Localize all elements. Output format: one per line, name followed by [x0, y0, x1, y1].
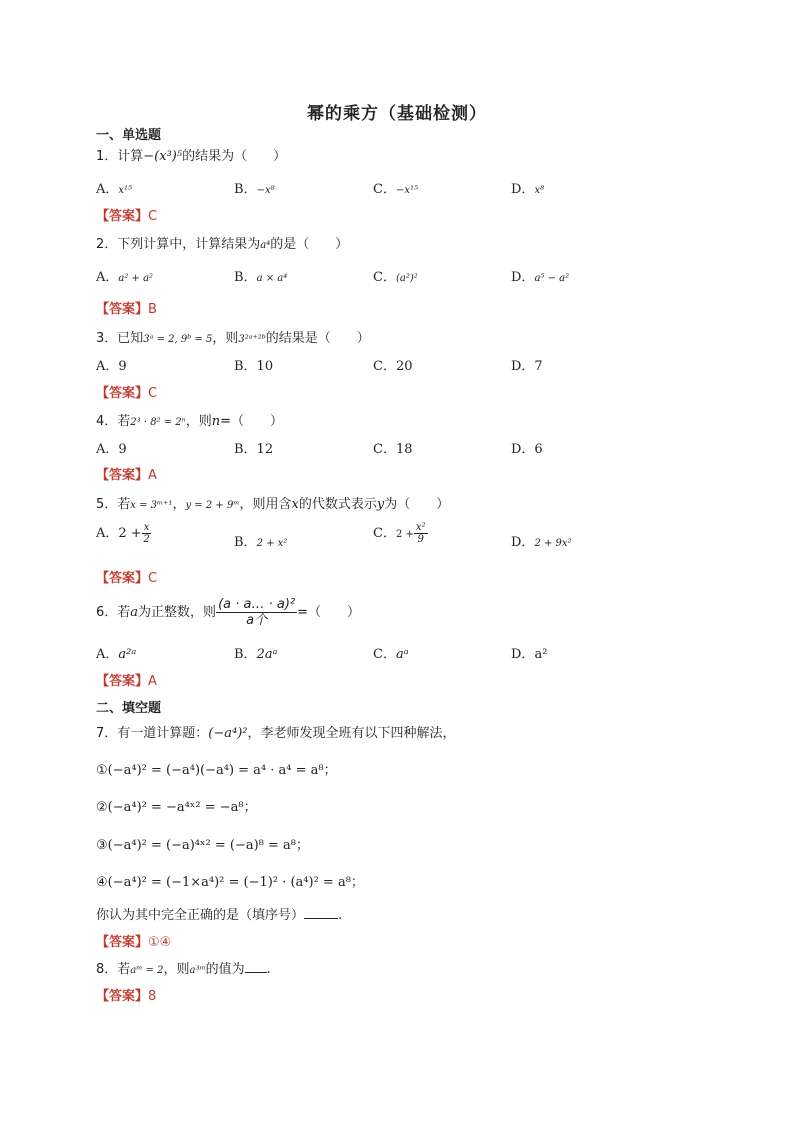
- q4-option-c: C．18: [373, 442, 413, 457]
- question-6: 6．若a为正整数，则 $\frac{\text{(a · a… · a)²}}{\text{a个}}$ =（ ）: [96, 597, 361, 628]
- q3-option-b: B．10: [234, 359, 274, 374]
- q2-option-b: B．a × a⁴: [234, 270, 288, 285]
- page-title: 幂的乘方（基础检测）: [307, 104, 487, 124]
- q5-answer: 【答案】C: [96, 571, 158, 586]
- question-2: 2．下列计算中，计算结果为a⁴的是（ ）: [96, 237, 349, 252]
- question-7: 7．有一道计算题：(−a⁴)²，李老师发现全班有以下四种解法，: [96, 726, 456, 741]
- q4-answer: 【答案】A: [96, 468, 157, 483]
- q7-ask: 你认为其中完全正确的是（填序号） .: [96, 908, 343, 923]
- q6-option-d: D．a²: [511, 647, 548, 662]
- q5-a-fraction: $\frac{x}{2}$: [143, 522, 150, 545]
- q2-option-a: A．a² + a²: [96, 270, 154, 285]
- question-8: 8．若aᵐ = 2，则a³ᵐ的值为 .: [96, 962, 271, 977]
- question-3: 3．已知3ᵃ = 2, 9ᵇ = 5，则3²ᵃ⁺²ᵇ的结果是（ ）: [96, 331, 370, 346]
- q1-option-b: B．−x⁸: [234, 182, 275, 197]
- q7-method-2: ②(−a⁴)² = −a⁴ˣ² = −a⁸；: [96, 800, 257, 815]
- q5-option-c: C．2 + $\frac{\text{x²}}{9}$: [373, 522, 426, 545]
- q8-answer-blank: [245, 972, 267, 973]
- q1-option-d: D．x⁸: [511, 182, 545, 197]
- q1-option-a: A．x¹⁵: [96, 182, 133, 197]
- q5-option-b: B．2 + x²: [234, 535, 288, 550]
- q8-answer: 【答案】8: [96, 989, 157, 1004]
- q3-option-a: A．9: [96, 359, 127, 374]
- q2-answer: 【答案】B: [96, 302, 157, 317]
- q5-option-d: D．2 + 9x²: [511, 535, 572, 550]
- q1-answer: 【答案】C: [96, 209, 158, 224]
- q1-expression: −(x³)⁵: [143, 149, 183, 164]
- section-heading-fill-blank: 二、填空题: [96, 701, 162, 716]
- q4-option-d: D．6: [511, 442, 543, 457]
- q3-answer: 【答案】C: [96, 386, 158, 401]
- q3-option-d: D．7: [511, 359, 543, 374]
- q4-option-b: B．12: [234, 442, 274, 457]
- q7-method-4: ④(−a⁴)² = (−1×a⁴)² = (−1)² · (a⁴)² = a⁸；: [96, 875, 364, 890]
- q7-answer-blank: [304, 918, 338, 919]
- q6-option-a: A．a²ᵃ: [96, 647, 137, 662]
- q7-method-1: ①(−a⁴)² = (−a⁴)(−a⁴) = a⁴ · a⁴ = a⁸；: [96, 763, 337, 778]
- q5-option-a: A．2 + $\frac{x}{2}$: [96, 522, 150, 545]
- question-5: 5．若x = 3ᵐ⁺¹，y = 2 + 9ᵐ，则用含x的代数式表示y为（ ）: [96, 497, 450, 512]
- q2-expression: a⁴: [260, 240, 271, 251]
- q6-answer: 【答案】A: [96, 674, 157, 689]
- q3-option-c: C．20: [373, 359, 413, 374]
- question-4: 4．若2³ · 8² = 2ⁿ，则n=（ ）: [96, 414, 284, 429]
- q2-option-d: D．a⁵ − a²: [511, 270, 570, 285]
- q2-option-c: C．(a²)²: [373, 270, 418, 285]
- q4-option-a: A．9: [96, 442, 127, 457]
- q6-option-b: B．2aᵃ: [234, 647, 278, 662]
- q5-c-fraction: $\frac{\text{x²}}{9}$: [415, 522, 426, 545]
- q7-method-3: ③(−a⁴)² = (−a)⁴ˣ² = (−a)⁸ = a⁸；: [96, 838, 310, 853]
- question-1: 1．计算−(x³)⁵的结果为（ ）: [96, 149, 287, 164]
- section-heading-single-choice: 一、单选题: [96, 128, 162, 143]
- q7-answer: 【答案】①④: [96, 935, 172, 950]
- q6-fraction: $\frac{\text{(a · a… · a)²}}{\text{a个}}$: [218, 597, 296, 628]
- q6-option-c: C．aᵃ: [373, 647, 409, 662]
- q1-option-c: C．−x¹⁵: [373, 182, 418, 197]
- q7-expression: (−a⁴)²: [208, 726, 248, 741]
